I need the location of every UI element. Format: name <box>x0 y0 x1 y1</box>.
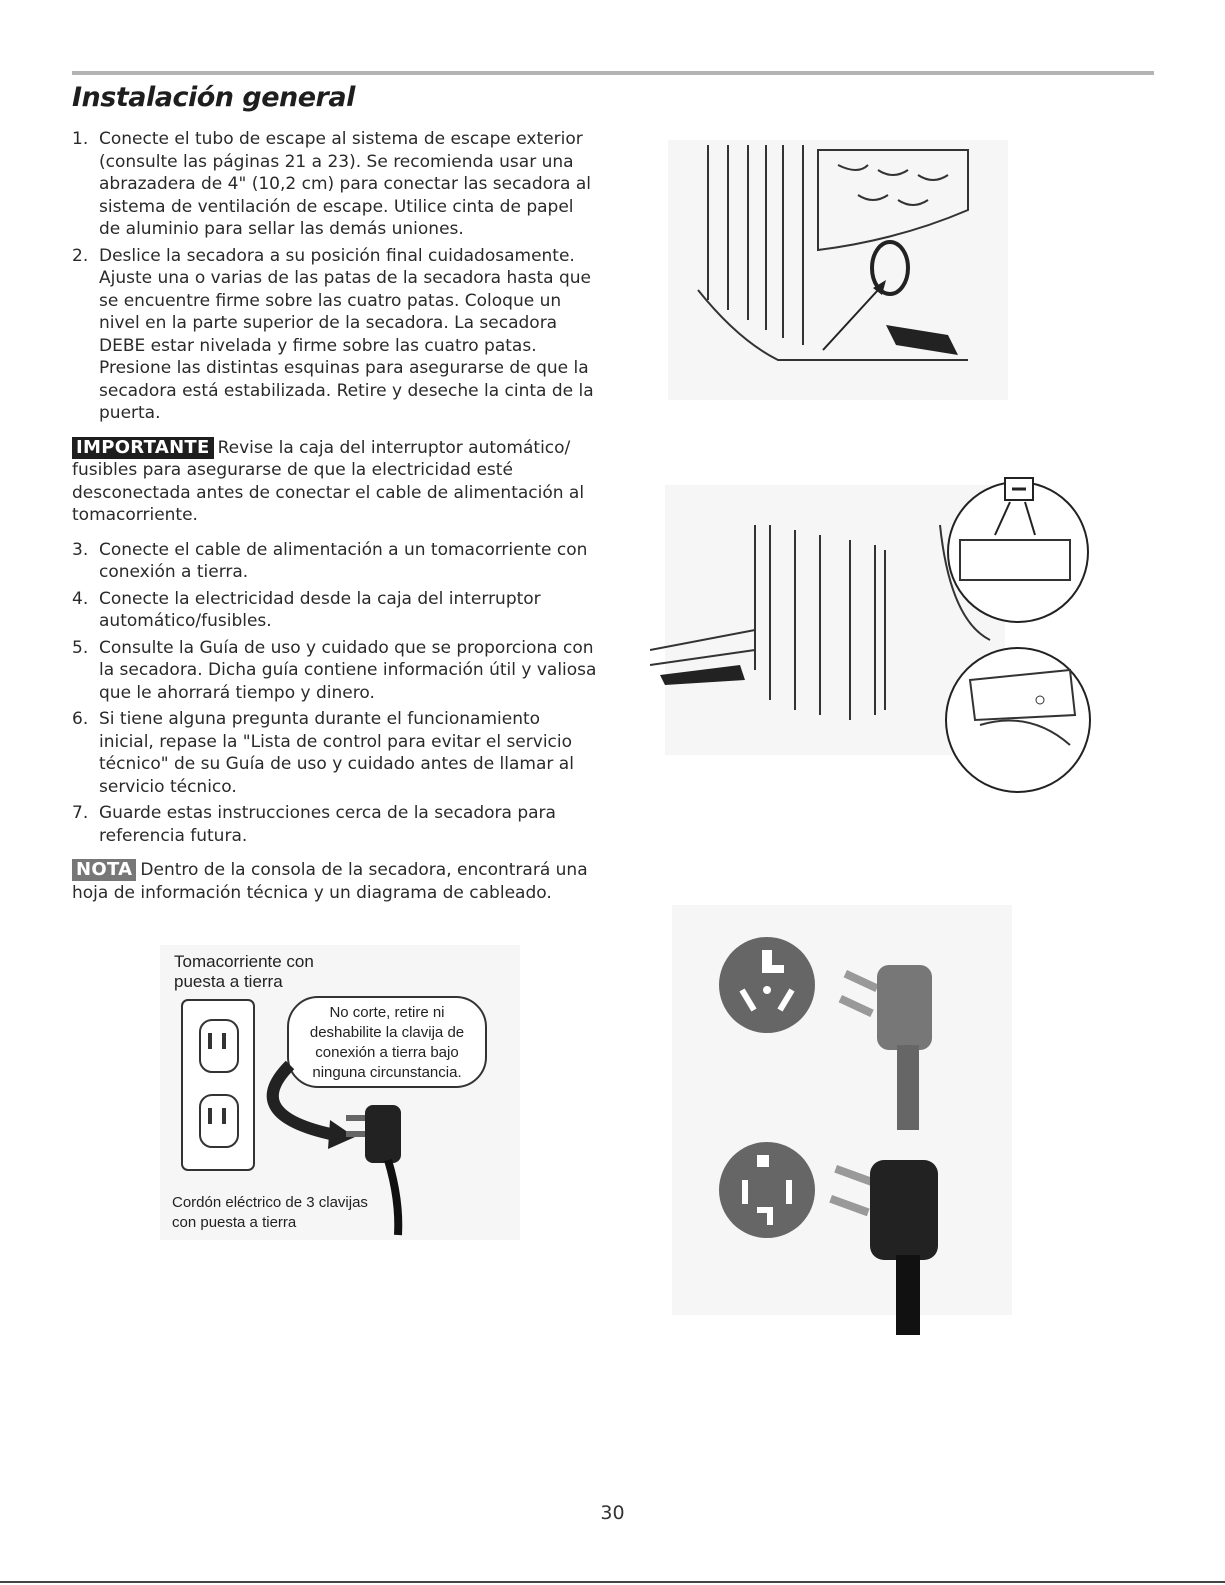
four-slot-receptacle-icon <box>719 1142 815 1238</box>
cord-label-line2: con puesta a tierra <box>172 1214 297 1231</box>
exhaust-clamp-figure <box>668 140 1008 405</box>
step-text: Conecte el tubo de escape al sistema de escape exterior (consulte las páginas 21 a 23). Se recomienda usar una abrazadera de 4" (10,2 cm) para conectar las secadora al sistema de ventilación de escape. Utilice cinta de papel de aluminio para sellar las demás uniones. <box>99 129 591 239</box>
note-callout <box>72 859 600 904</box>
warning-line1: No corte, retire ni <box>329 1004 445 1021</box>
step-number: 4. <box>72 588 89 609</box>
footer-rule <box>0 1581 1225 1583</box>
step-text: Guarde estas instrucciones cerca de la secadora para referencia futura. <box>99 803 556 846</box>
instructions-column <box>72 128 600 916</box>
step-number: 6. <box>72 709 89 729</box>
step-number: 5. <box>72 637 89 658</box>
warning-line4: ninguna circunstancia. <box>312 1064 462 1081</box>
outlet-label-line1: Tomacorriente con <box>174 952 314 971</box>
cord-label-line1: Cordón eléctrico de 3 clavijas <box>172 1194 368 1211</box>
important-callout <box>72 437 600 527</box>
step-text: Conecte el cable de alimentación a un tomacorriente con conexión a tierra. <box>99 539 588 582</box>
list-item <box>72 637 600 705</box>
plug-types-figure <box>672 905 1012 1335</box>
important-badge: IMPORTANTE <box>72 437 214 459</box>
list-item <box>72 708 600 798</box>
list-item <box>72 802 600 847</box>
step-text: Si tiene alguna pregunta durante el funcionamiento inicial, repase la "Lista de control para evitar el servicio técnico" de su Guía de uso y cuidado antes de llamar al servicio técnico. <box>99 709 574 797</box>
top-detail-circle <box>946 648 1090 792</box>
note-badge: NOTA <box>72 859 136 881</box>
list-item <box>72 588 600 633</box>
step-number: 3. <box>72 539 89 560</box>
important-text: Revise la caja del interruptor automático/ fusibles para asegurarse de que la electricidad esté desconectada antes de conectar el cable de alimentación al tomacorriente. <box>72 437 585 525</box>
list-item <box>72 539 600 584</box>
steps-list-b <box>72 539 600 848</box>
list-item <box>72 245 600 425</box>
leveling-figure <box>650 470 1095 805</box>
three-slot-receptacle-icon <box>719 937 815 1033</box>
step-number: 2. <box>72 245 89 266</box>
warning-line3: conexión a tierra bajo <box>315 1044 459 1061</box>
header-rule <box>72 71 1154 75</box>
step-text: Deslice la secadora a su posición final cuidadosamente. Ajuste una o varias de las patas de la secadora hasta que se encuentre firme sobre las cuatro patas. Coloque un nivel en la parte superior de la secadora. La secadora DEBE estar nivelada y firme sobre las cuatro patas. Presione las distintas esquinas para asegurarse de que la secadora está estabilizada. Retire y deseche la cinta de la puerta. <box>99 245 594 423</box>
step-text: Conecte la electricidad desde la caja del interruptor automático/fusibles. <box>99 588 541 631</box>
outlet-figure <box>160 945 520 1250</box>
note-text: Dentro de la consola de la secadora, encontrará una hoja de información técnica y un diagrama de cableado. <box>72 860 588 903</box>
outlet-label-line2: puesta a tierra <box>174 972 283 991</box>
step-number: 1. <box>72 129 89 149</box>
page-number: 30 <box>600 1502 625 1524</box>
page-title: Instalación general <box>72 82 355 113</box>
list-item <box>72 128 600 241</box>
step-text: Consulte la Guía de uso y cuidado que se proporciona con la secadora. Dicha guía contiene información útil y valiosa que le ahorrará tiempo y dinero. <box>99 637 597 703</box>
warning-bubble <box>288 997 486 1087</box>
warning-line2: deshabilite la clavija de <box>309 1024 465 1041</box>
steps-list-a <box>72 128 600 425</box>
wall-outlet-icon <box>182 1000 254 1170</box>
step-number: 7. <box>72 803 89 823</box>
